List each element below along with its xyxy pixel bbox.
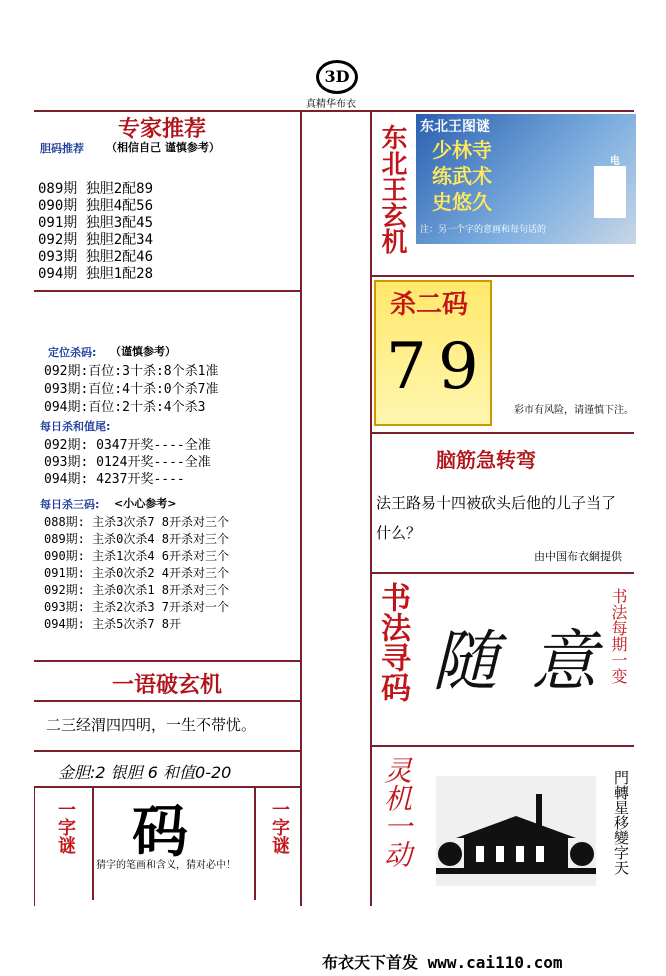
expert-note-right: （相信自己 谨慎参考） (106, 141, 220, 154)
calligraphy-right-title: 书法每期一变 (609, 588, 628, 684)
word-riddle-left: 一字谜 (55, 800, 76, 854)
frame-line-r2 (370, 432, 634, 434)
brain-question: 法王路易十四被砍头后他的儿子当了什么？ (376, 494, 617, 542)
northeast-img-title: 东北王图谜 (420, 119, 490, 135)
daily-three-row: 089期: 主杀0次杀4 8开杀对三个 (44, 532, 230, 546)
frame-line-3 (34, 700, 300, 702)
daily-three-row: 091期: 主杀0次杀2 4开杀对三个 (44, 566, 230, 580)
northeast-poem-2: 练武术 (432, 164, 492, 188)
calligraphy-chars: 随 意 (432, 623, 603, 700)
daily-three-row: 092期: 主杀0次杀1 8开杀对三个 (44, 583, 230, 597)
kill-two-digit-1: 7 (386, 330, 427, 404)
daily-three-row: 094期: 主杀5次杀7 8开 (44, 617, 182, 631)
frame-line-1 (34, 290, 300, 292)
frame-line-r4 (370, 745, 634, 747)
position-kill-row: 092期:百位:3十杀:8个杀1准 (44, 364, 219, 379)
word-riddle-char: 码 (132, 799, 188, 865)
expert-row: 094期 独胆1配28 (38, 266, 154, 282)
brain-title: 脑筋急转弯 (436, 448, 536, 472)
expert-title: 专家推荐 (118, 116, 207, 142)
frame-line-4 (34, 750, 300, 752)
word-box-right (254, 786, 256, 900)
word-riddle-hint: 猜字的笔画和含义，猜对必中！ (96, 860, 236, 871)
kill-two-label: 杀二码 (390, 290, 469, 320)
northeast-poem-3: 史悠久 (432, 190, 492, 214)
expert-row: 093期 独胆2配46 (38, 249, 154, 265)
daily-three-row: 090期: 主杀1次杀4 6开杀对三个 (44, 549, 230, 563)
northeast-white-box (594, 166, 626, 218)
gold-text: 金胆:2 银胆 6 和值0-20 (58, 763, 232, 782)
inspiration-left: 灵机一动 (380, 756, 413, 868)
northeast-side-title: 东北王玄机 (377, 124, 407, 254)
position-kill-row: 094期:百位:2十杀:4个杀3 (44, 400, 206, 415)
expert-row: 090期 独胆4配56 (38, 198, 154, 214)
frame-left-edge (34, 786, 35, 906)
kill-two-box (374, 280, 492, 426)
northeast-poem-1: 少林寺 (432, 138, 492, 162)
position-kill-row: 093期:百位:4十杀:0个杀7准 (44, 382, 219, 397)
northeast-badge: 电 (610, 156, 620, 167)
riddle-key-title: 一语破玄机 (112, 672, 223, 698)
frame-line-2 (34, 660, 300, 662)
brain-credit: 由中国布衣網提供 (534, 550, 622, 563)
logo: 3D (316, 60, 358, 94)
daily-kill-row: 094期: 4237开奖---- (44, 472, 185, 487)
kill-two-digit-2: 9 (438, 330, 479, 404)
daily-kill-row: 092期: 0347开奖----全准 (44, 438, 211, 453)
calligraphy-side-title: 书法寻码 (375, 582, 410, 702)
position-kill-label: 定位杀码: (48, 346, 97, 359)
frame-line-r3 (370, 572, 634, 574)
daily-three-row: 088期: 主杀3次杀7 8开杀对三个 (44, 515, 230, 529)
riddle-key-text: 二三经渭四四明，一生不带忧。 (46, 716, 257, 734)
expert-row: 091期 独胆3配45 (38, 215, 154, 231)
kill-two-risk: 彩市有风险，请谨慎下注。 (514, 405, 634, 416)
position-kill-note: （谨慎参考） (110, 345, 176, 358)
daily-three-note: <小心参考> (114, 497, 177, 510)
northeast-caption: 注：另一个字的意画和每句话的 (420, 225, 547, 235)
frame-line-r1 (370, 275, 634, 277)
header-subtitle: 真精华布衣 (306, 99, 356, 110)
daily-kill-row: 093期: 0124开奖----全准 (44, 455, 211, 470)
footer-text: 布衣天下首发 www.cai110.com (322, 953, 563, 972)
daily-three-label: 每日杀三码: (40, 498, 100, 511)
word-riddle-right: 一字谜 (269, 800, 290, 854)
daily-three-row: 093期: 主杀2次杀3 7开杀对一个 (44, 600, 230, 614)
frame-divider-right (370, 110, 372, 906)
building-icon (436, 776, 596, 886)
inspiration-right: 門轉星移變字天 (612, 770, 630, 875)
expert-note-left: 胆码推荐 (40, 142, 84, 155)
word-box-left (92, 786, 94, 900)
expert-row: 092期 独胆2配34 (38, 232, 154, 248)
expert-row: 089期 独胆2配89 (38, 181, 154, 197)
frame-divider-left (300, 110, 302, 906)
daily-kill-label: 每日杀和值尾: (40, 420, 111, 433)
northeast-puzzle-image (416, 114, 636, 244)
